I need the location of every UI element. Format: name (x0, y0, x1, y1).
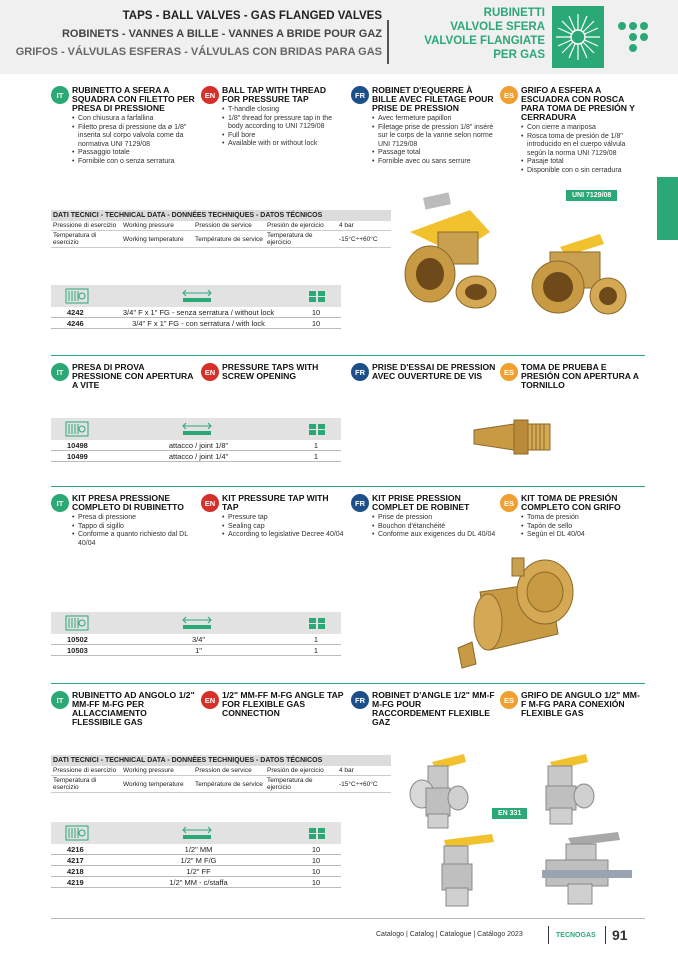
s2-en-title: PRESSURE TAPS WITH SCREW OPENING (222, 362, 319, 381)
angle-tap-image (408, 752, 478, 832)
s2-lang-en (201, 363, 346, 381)
s4-lang-it (51, 691, 196, 727)
s2-it-title: PRESA DI PROVA PRESSIONE CON APERTURA A VITE (72, 362, 194, 390)
en-badge: EN (201, 363, 219, 381)
angle-tap-image (540, 752, 610, 828)
s1-fr-bullets: • Avec fermeture papillon • Filetage prise de pression 1/8" inséré sur le corps de la vanne selon norme UNI 7129/08 • Passage total • Fornible avec ou sans serrure (372, 115, 496, 167)
flame-burst-icon (552, 6, 604, 68)
fr-badge: FR (351, 363, 369, 381)
product-table-header (51, 418, 341, 440)
s2-product-table (51, 418, 341, 462)
fr-badge: FR (351, 86, 369, 104)
s2-lang-fr (351, 363, 496, 381)
s3-lang-it (51, 494, 196, 548)
en-badge: EN (201, 691, 219, 709)
package-icon (307, 288, 327, 304)
header-title-it: RUBINETTI VALVOLE SFERA VALVOLE FLANGIATE PER GAS (424, 7, 545, 61)
barcode-search-icon (65, 615, 89, 631)
measure-icon (181, 288, 213, 304)
tech-table-header: DATI TECNICI - TECHNICAL DATA - DONNÉES TECHNIQUES - DATOS TÉCNICOS (51, 210, 391, 221)
s1-lang-fr (351, 86, 496, 167)
header-divider (387, 20, 389, 64)
barcode-search-icon (65, 825, 89, 841)
s2-lang-it (51, 363, 196, 390)
s3-en-title: KIT PRESSURE TAP WITH TAP (222, 493, 329, 512)
s3-lang-fr (351, 494, 496, 540)
footer-divider (51, 918, 645, 919)
header-title-es: GRIFOS - VÁLVULAS ESFERAS - VÁLVULAS CON BRIDAS PARA GAS (15, 46, 382, 58)
package-icon (307, 825, 327, 841)
s4-fr-title: ROBINET D'ANGLE 1/2" MM-F M-FG POUR RACCORDEMENT FLEXIBLE GAZ (372, 690, 495, 727)
measure-icon (181, 421, 213, 437)
pressure-tap-image (470, 412, 560, 462)
page-number: 91 (612, 927, 628, 943)
en331-badge: EN 331 (492, 808, 527, 819)
s4-it-title: RUBINETTO AD ANGOLO 1/2" MM-FF M-FG PER ALLACCIAMENTO FLESSIBILE GAS (72, 690, 195, 727)
footer-separator (548, 926, 549, 944)
tech-row: Pressione di esercizio Working pressure Pression de service Presión de ejercicio 4 bar (51, 766, 391, 776)
brand-dots-icon (610, 10, 656, 60)
tech-row: Temperatura di esercizio Working temperature Température de service Temperatura de ejercicio -15°C÷+60°C (51, 231, 391, 248)
product-table-header (51, 822, 341, 844)
side-section-tab (657, 177, 678, 240)
s3-es-bullets: • Toma de presión • Tapón de sello • Según el DL 40/04 (521, 514, 645, 540)
s4-lang-en (201, 691, 346, 718)
ball-valve-lock-image (400, 192, 510, 322)
tech-row: Temperatura di esercizio Working temperature Température de service Temperatura de ejercicio -15°C÷+60°C (51, 776, 391, 793)
s1-lang-en (201, 86, 346, 149)
package-icon (307, 421, 327, 437)
s3-it-bullets: • Presa di pressione • Tappo di sigillo • Conforme a quanto richiesto dal DL 40/04 (72, 514, 196, 548)
s1-product-table (51, 285, 341, 329)
uni-badge: UNI 7129/08 (566, 190, 617, 201)
angle-tap-bracket-image (538, 830, 638, 910)
section-divider (51, 486, 645, 487)
s3-it-title: KIT PRESA PRESSIONE COMPLETO DI RUBINETTO (72, 493, 184, 512)
product-table-header (51, 612, 341, 634)
s4-lang-es (500, 691, 645, 718)
it-badge: IT (51, 363, 69, 381)
s1-es-title: GRIFO A ESFERA A ESCUADRA CON ROSCA PARA TOMA DE PRESIÓN Y CERRADURA (521, 85, 635, 122)
en-badge: EN (201, 494, 219, 512)
angle-tap-image (438, 830, 498, 910)
footer-brand: TECNOGAS (556, 932, 596, 939)
s1-it-bullets: • Con chiusura a farfallina • Filetto presa di pressione da ø 1/8" inserita sul corpo valvola come da normativa UNI 7129/08 • Passaggio totale • Fornibile con o senza serratura (72, 115, 196, 167)
section-divider (51, 683, 645, 684)
table-row: 10502 3/4" 1 (51, 634, 341, 645)
s4-es-title: GRIFO DE ANGULO 1/2" MM-F M-FG PARA CONEXIÓN FLEXIBLE GAS (521, 690, 640, 718)
table-row: 10498 attacco / joint 1/8" 1 (51, 440, 341, 451)
table-row: 4242 3/4" F x 1" FG - senza serratura / without lock 10 (51, 307, 341, 318)
s3-en-bullets: • Pressure tap • Sealing cap • According to legislative Decree 40/04 (222, 514, 346, 540)
s1-en-title: BALL TAP WITH THREAD FOR PRESSURE TAP (222, 85, 327, 104)
measure-icon (181, 825, 213, 841)
s2-es-title: TOMA DE PRUEBA E PRESIÓN CON APERTURA A TORNILLO (521, 362, 639, 390)
s4-en-title: 1/2" MM-FF M-FG ANGLE TAP FOR FLEXIBLE GAS CONNECTION (222, 690, 344, 718)
table-row: 4216 1/2" MM 10 (51, 844, 341, 855)
footer-separator (605, 926, 606, 944)
table-row: 4219 1/2" MM - c/staffa 10 (51, 877, 341, 888)
s4-tech-table (51, 755, 391, 793)
s2-fr-title: PRISE D'ESSAI DE PRESSION AVEC OUVERTURE DE VIS (372, 362, 496, 381)
s1-fr-title: ROBINET D'EQUERRE À BILLE AVEC FILETAGE POUR PRISE DE PRESSION (372, 85, 494, 113)
section-divider (51, 355, 645, 356)
s3-product-table (51, 612, 341, 656)
s1-tech-table (51, 210, 391, 248)
table-row: 10499 attacco / joint 1/4" 1 (51, 451, 341, 462)
it-badge: IT (51, 86, 69, 104)
es-badge: ES (500, 691, 518, 709)
table-row: 10503 1" 1 (51, 645, 341, 656)
it-badge: IT (51, 691, 69, 709)
s3-fr-title: KIT PRISE PRESSION COMPLET DE ROBINET (372, 493, 470, 512)
table-row: 4217 1/2" M F/G 10 (51, 855, 341, 866)
pressure-tap-kit-image (450, 552, 590, 674)
s3-fr-bullets: • Prise de pression • Bouchon d'étanchéité • Conforme aux exigences du DL 40/04 (372, 514, 496, 540)
s3-lang-es (500, 494, 645, 540)
footer-catalog: Catalogo | Catalog | Catalogue | Catálogo 2023 (376, 931, 523, 938)
header-title-en: TAPS - BALL VALVES - GAS FLANGED VALVES (122, 10, 382, 22)
table-row: 4246 3/4" F x 1" FG - con serratura / with lock 10 (51, 318, 341, 329)
s1-en-bullets: • T-handle closing • 1/8" thread for pressure tap in the body according to UNI 7129/08 • Full bore • Available with or without lock (222, 106, 346, 149)
es-badge: ES (500, 86, 518, 104)
product-table-header (51, 285, 341, 307)
s1-lang-es (500, 86, 645, 176)
en-badge: EN (201, 86, 219, 104)
s4-product-table (51, 822, 341, 888)
s1-it-title: RUBINETTO A SFERA A SQUADRA CON FILETTO PER PRESA DI PRESSIONE (72, 85, 195, 113)
barcode-search-icon (65, 288, 89, 304)
package-icon (307, 615, 327, 631)
barcode-search-icon (65, 421, 89, 437)
s2-lang-es (500, 363, 645, 390)
measure-icon (181, 615, 213, 631)
es-badge: ES (500, 363, 518, 381)
page-header (0, 0, 678, 74)
s4-lang-fr (351, 691, 496, 727)
s1-lang-it (51, 86, 196, 167)
s3-lang-en (201, 494, 346, 540)
es-badge: ES (500, 494, 518, 512)
s3-es-title: KIT TOMA DE PRESIÓN COMPLETO CON GRIFO (521, 493, 621, 512)
it-badge: IT (51, 494, 69, 512)
ball-valve-image (520, 232, 630, 327)
table-row: 4218 1/2" FF 10 (51, 866, 341, 877)
tech-table-header: DATI TECNICI - TECHNICAL DATA - DONNÉES TECHNIQUES - DATOS TÉCNICOS (51, 755, 391, 766)
fr-badge: FR (351, 691, 369, 709)
header-title-fr: ROBINETS - VANNES A BILLE - VANNES A BRIDE POUR GAZ (61, 28, 382, 40)
s1-es-bullets: • Con cierre a mariposa • Rosca toma de presión de 1/8" introducido en el cuerpo válvula según la norma UNI 7129/08 • Pasaje total • Disponible con o sin cerradura (521, 124, 645, 176)
tech-row: Pressione di esercizio Working pressure Pression de service Presión de ejercicio 4 bar (51, 221, 391, 231)
fr-badge: FR (351, 494, 369, 512)
